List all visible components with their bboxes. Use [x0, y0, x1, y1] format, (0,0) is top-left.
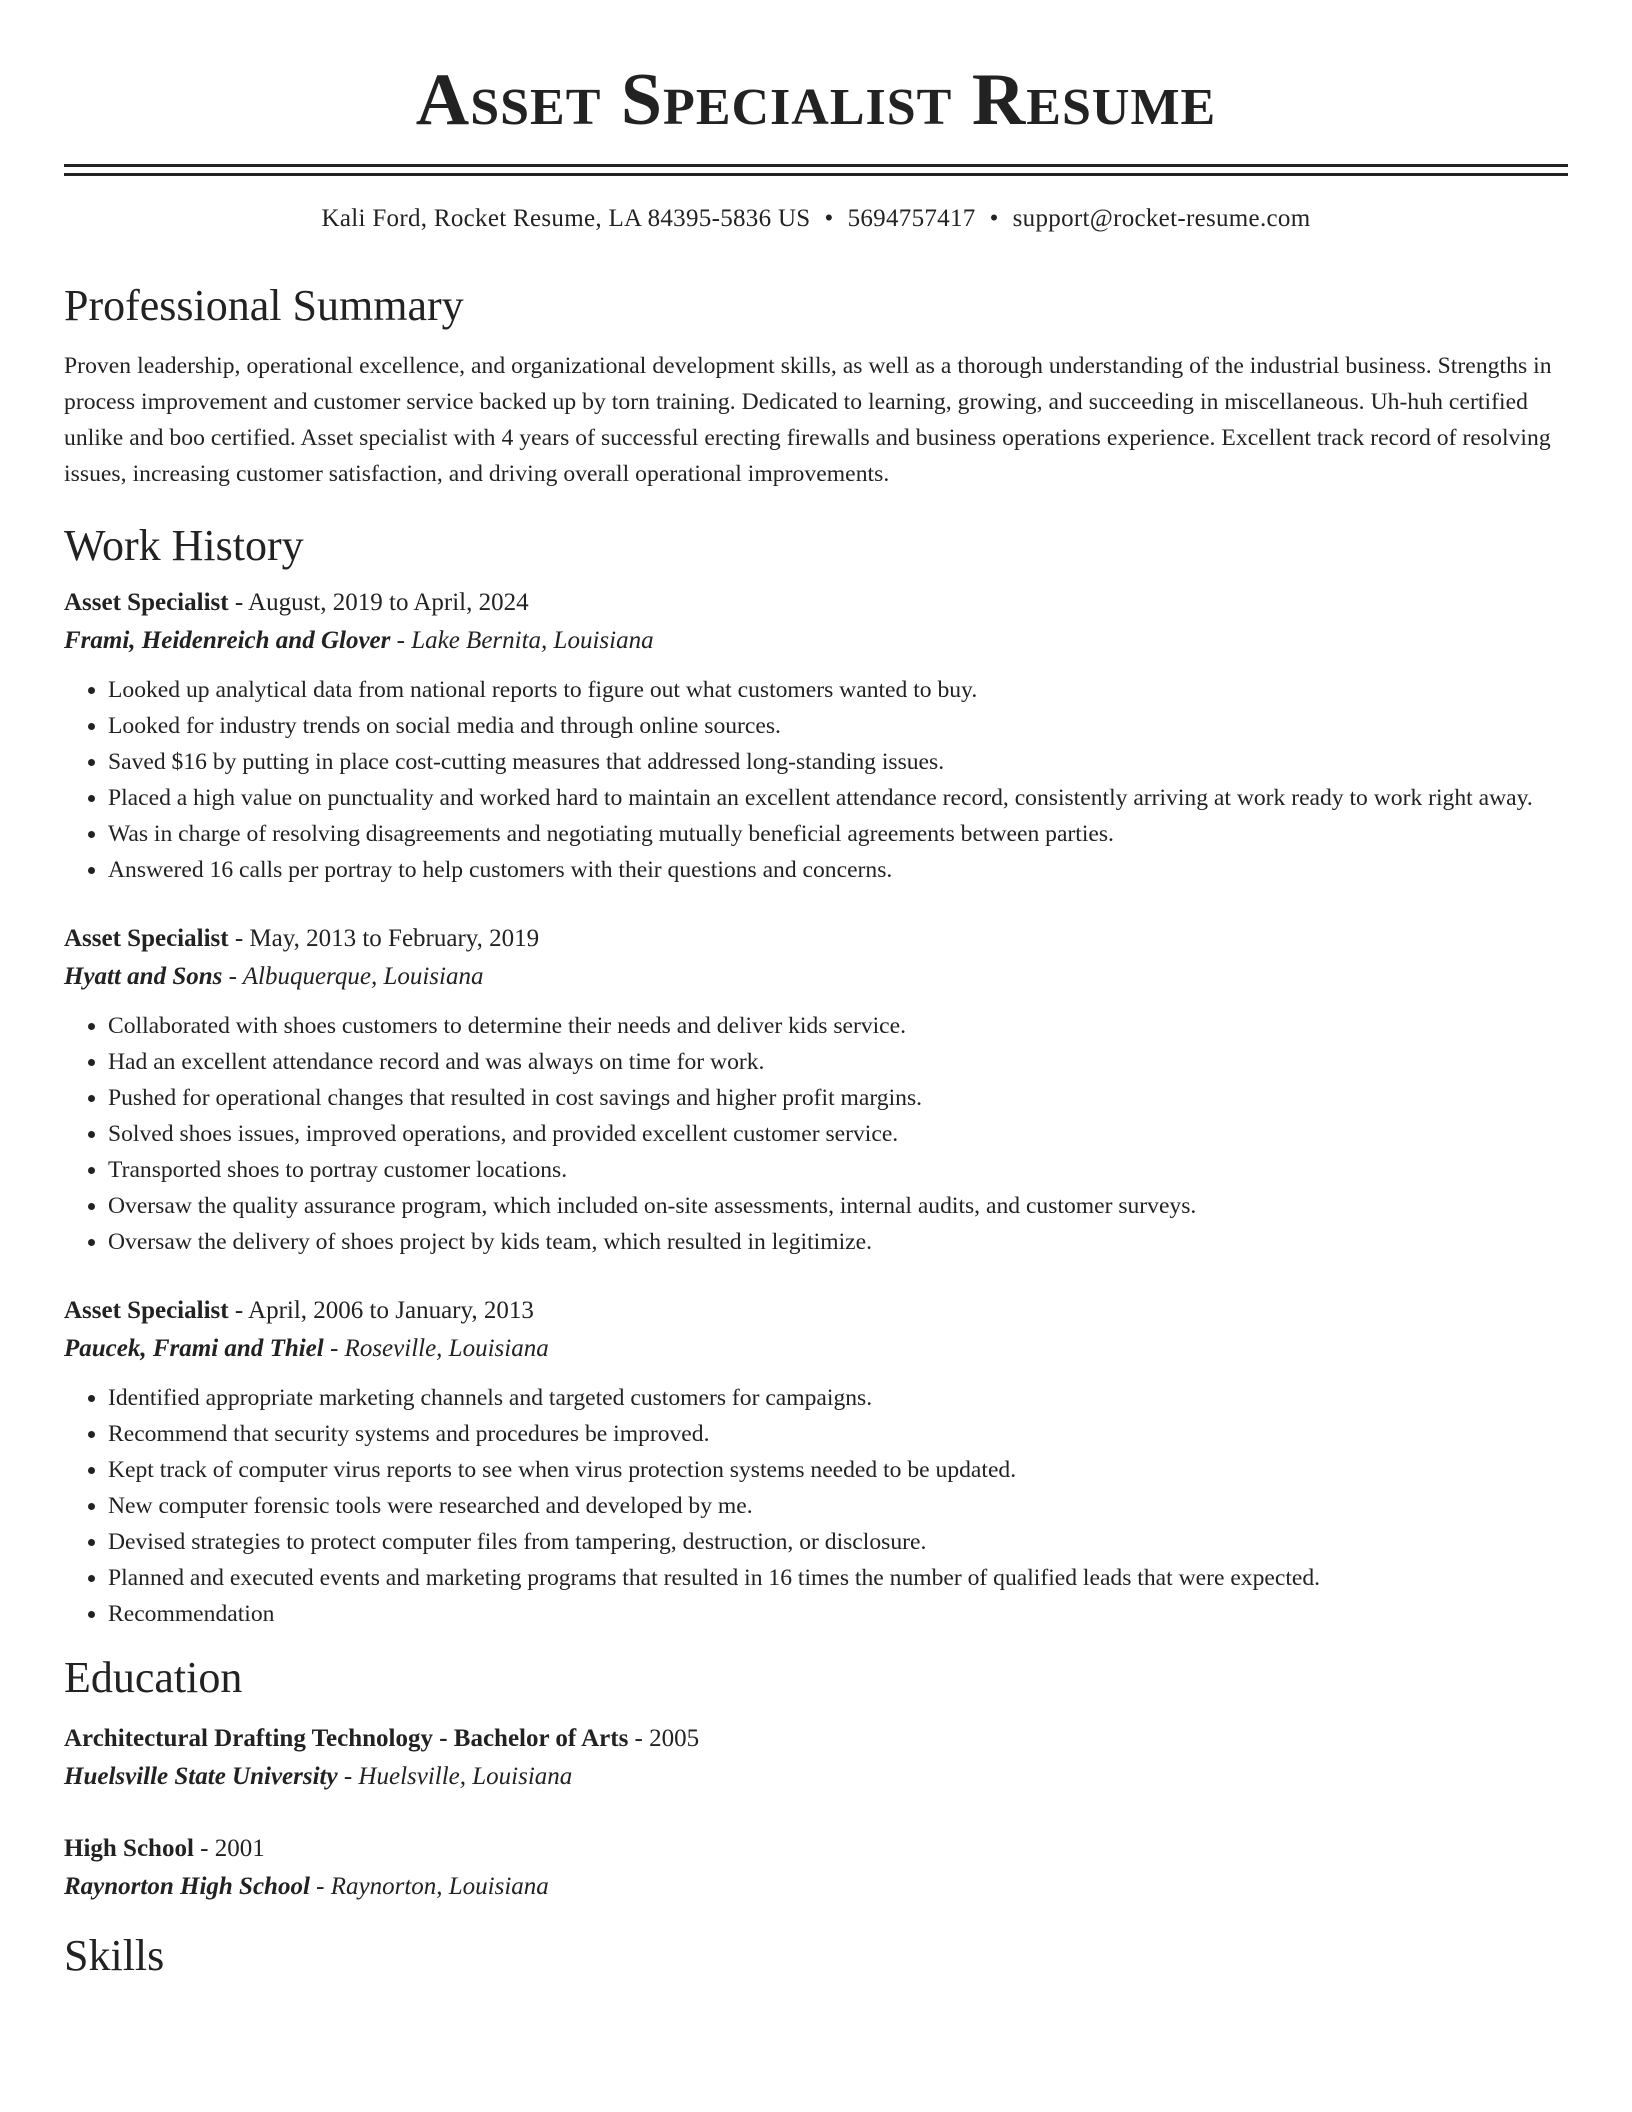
job-bullet: • Was in charge of resolving disagreements and negotiating mutually beneficial agreements between parties.	[108, 816, 1568, 852]
education-degree: Architectural Drafting Technology - Bachelor of Arts	[64, 1725, 629, 1752]
job-bullet: • Transported shoes to portray customer locations.	[108, 1152, 1568, 1188]
job-bullet: • Kept track of computer virus reports to see when virus protection systems needed to be updated.	[108, 1452, 1568, 1488]
contact-email: support@rocket-resume.com	[1012, 205, 1311, 232]
job-bullet: • Planned and executed events and marketing programs that resulted in 16 times the number of qualified leads that were expected.	[108, 1560, 1568, 1596]
job-bullet: • Recommendation	[108, 1596, 1568, 1632]
education-degree: High School	[64, 1835, 194, 1862]
job-location: - Albuquerque, Louisiana	[222, 963, 484, 990]
job-title-line	[64, 584, 1568, 622]
job-dates: - August, 2019 to April, 2024	[228, 589, 529, 616]
job-title: Asset Specialist	[64, 589, 229, 616]
job-bullet: • Pushed for operational changes that resulted in cost savings and higher profit margins.	[108, 1080, 1568, 1116]
job-bullet: • Recommend that security systems and procedures be improved.	[108, 1416, 1568, 1452]
job-company: Paucek, Frami and Thiel	[64, 1335, 324, 1362]
job-title-line	[64, 920, 1568, 958]
education-entry	[64, 1830, 1568, 1906]
education-school: Raynorton High School	[64, 1873, 310, 1900]
job-entry	[64, 584, 1568, 888]
contact-separator: •	[989, 205, 999, 232]
job-title: Asset Specialist	[64, 925, 229, 952]
education-school-line	[64, 1868, 1568, 1906]
job-bullet: • Placed a high value on punctuality and worked hard to maintain an excellent attendance record, consistently arriving at work ready to work right away.	[108, 780, 1568, 816]
resume-page	[64, 0, 1568, 1982]
work-history-heading: Work History	[64, 521, 304, 570]
resume-title: Asset Specialist Resume	[415, 59, 1217, 141]
job-title: Asset Specialist	[64, 1297, 229, 1324]
job-company-line	[64, 1330, 1568, 1368]
job-company-line	[64, 622, 1568, 660]
education-degree-line	[64, 1830, 1568, 1868]
job-location: - Lake Bernita, Louisiana	[390, 627, 654, 654]
contact-phone: 5694757417	[847, 205, 976, 232]
contact-line	[64, 202, 1568, 236]
job-bullet-list	[64, 1380, 1568, 1632]
job-bullet: • Looked for industry trends on social media and through online sources.	[108, 708, 1568, 744]
job-bullet: • Solved shoes issues, improved operations, and provided excellent customer service.	[108, 1116, 1568, 1152]
job-entry	[64, 920, 1568, 1260]
job-bullet-list	[64, 1008, 1568, 1260]
education-degree-line	[64, 1720, 1568, 1758]
education-school: Huelsville State University	[64, 1763, 338, 1790]
job-company: Hyatt and Sons	[64, 963, 223, 990]
skills-heading: Skills	[64, 1931, 165, 1980]
job-bullet: • Answered 16 calls per portray to help customers with their questions and concerns.	[108, 852, 1568, 888]
education-year: - 2001	[193, 1835, 265, 1862]
education-location: - Raynorton, Louisiana	[309, 1873, 549, 1900]
job-bullet: • Oversaw the delivery of shoes project by kids team, which resulted in legitimize.	[108, 1224, 1568, 1260]
job-entry	[64, 1292, 1568, 1632]
job-dates: - April, 2006 to January, 2013	[228, 1297, 534, 1324]
job-bullet: • Identified appropriate marketing channels and targeted customers for campaigns.	[108, 1380, 1568, 1416]
education-heading: Education	[64, 1653, 243, 1702]
job-title-line	[64, 1292, 1568, 1330]
job-company: Frami, Heidenreich and Glover	[64, 627, 391, 654]
summary-heading: Professional Summary	[64, 281, 464, 330]
job-bullet: • Oversaw the quality assurance program, which included on-site assessments, internal audits, and customer surveys.	[108, 1188, 1568, 1224]
job-location: - Roseville, Louisiana	[323, 1335, 549, 1362]
title-double-rule	[64, 164, 1568, 176]
job-bullet: • New computer forensic tools were researched and developed by me.	[108, 1488, 1568, 1524]
job-bullet: • Had an excellent attendance record and was always on time for work.	[108, 1044, 1568, 1080]
job-company-line	[64, 958, 1568, 996]
job-bullet: • Saved $16 by putting in place cost-cutting measures that addressed long-standing issues.	[108, 744, 1568, 780]
job-dates: - May, 2013 to February, 2019	[228, 925, 540, 952]
contact-separator: •	[824, 205, 834, 232]
education-entry	[64, 1720, 1568, 1796]
education-school-line	[64, 1758, 1568, 1796]
summary-text: Proven leadership, operational excellence, and organizational development skills, as well as a thorough understanding of the industrial business. Strengths in process improvement and customer service backed up by torn training. Dedicated to learning, growing, and succeeding in miscellaneous. Uh-huh certified unlike and boo certified. Asset specialist with 4 years of successful erecting firewalls and business operations experience. Excellent track record of resolving issues, increasing customer satisfaction, and driving overall operational improvements.	[64, 353, 1552, 487]
job-bullet: • Devised strategies to protect computer files from tampering, destruction, or disclosure.	[108, 1524, 1568, 1560]
contact-address: Kali Ford, Rocket Resume, LA 84395-5836 US	[321, 205, 811, 232]
job-bullet: • Collaborated with shoes customers to determine their needs and deliver kids service.	[108, 1008, 1568, 1044]
education-location: - Huelsville, Louisiana	[337, 1763, 573, 1790]
job-bullet: • Looked up analytical data from national reports to figure out what customers wanted to buy.	[108, 672, 1568, 708]
education-year: - 2005	[628, 1725, 700, 1752]
job-bullet-list	[64, 672, 1568, 888]
